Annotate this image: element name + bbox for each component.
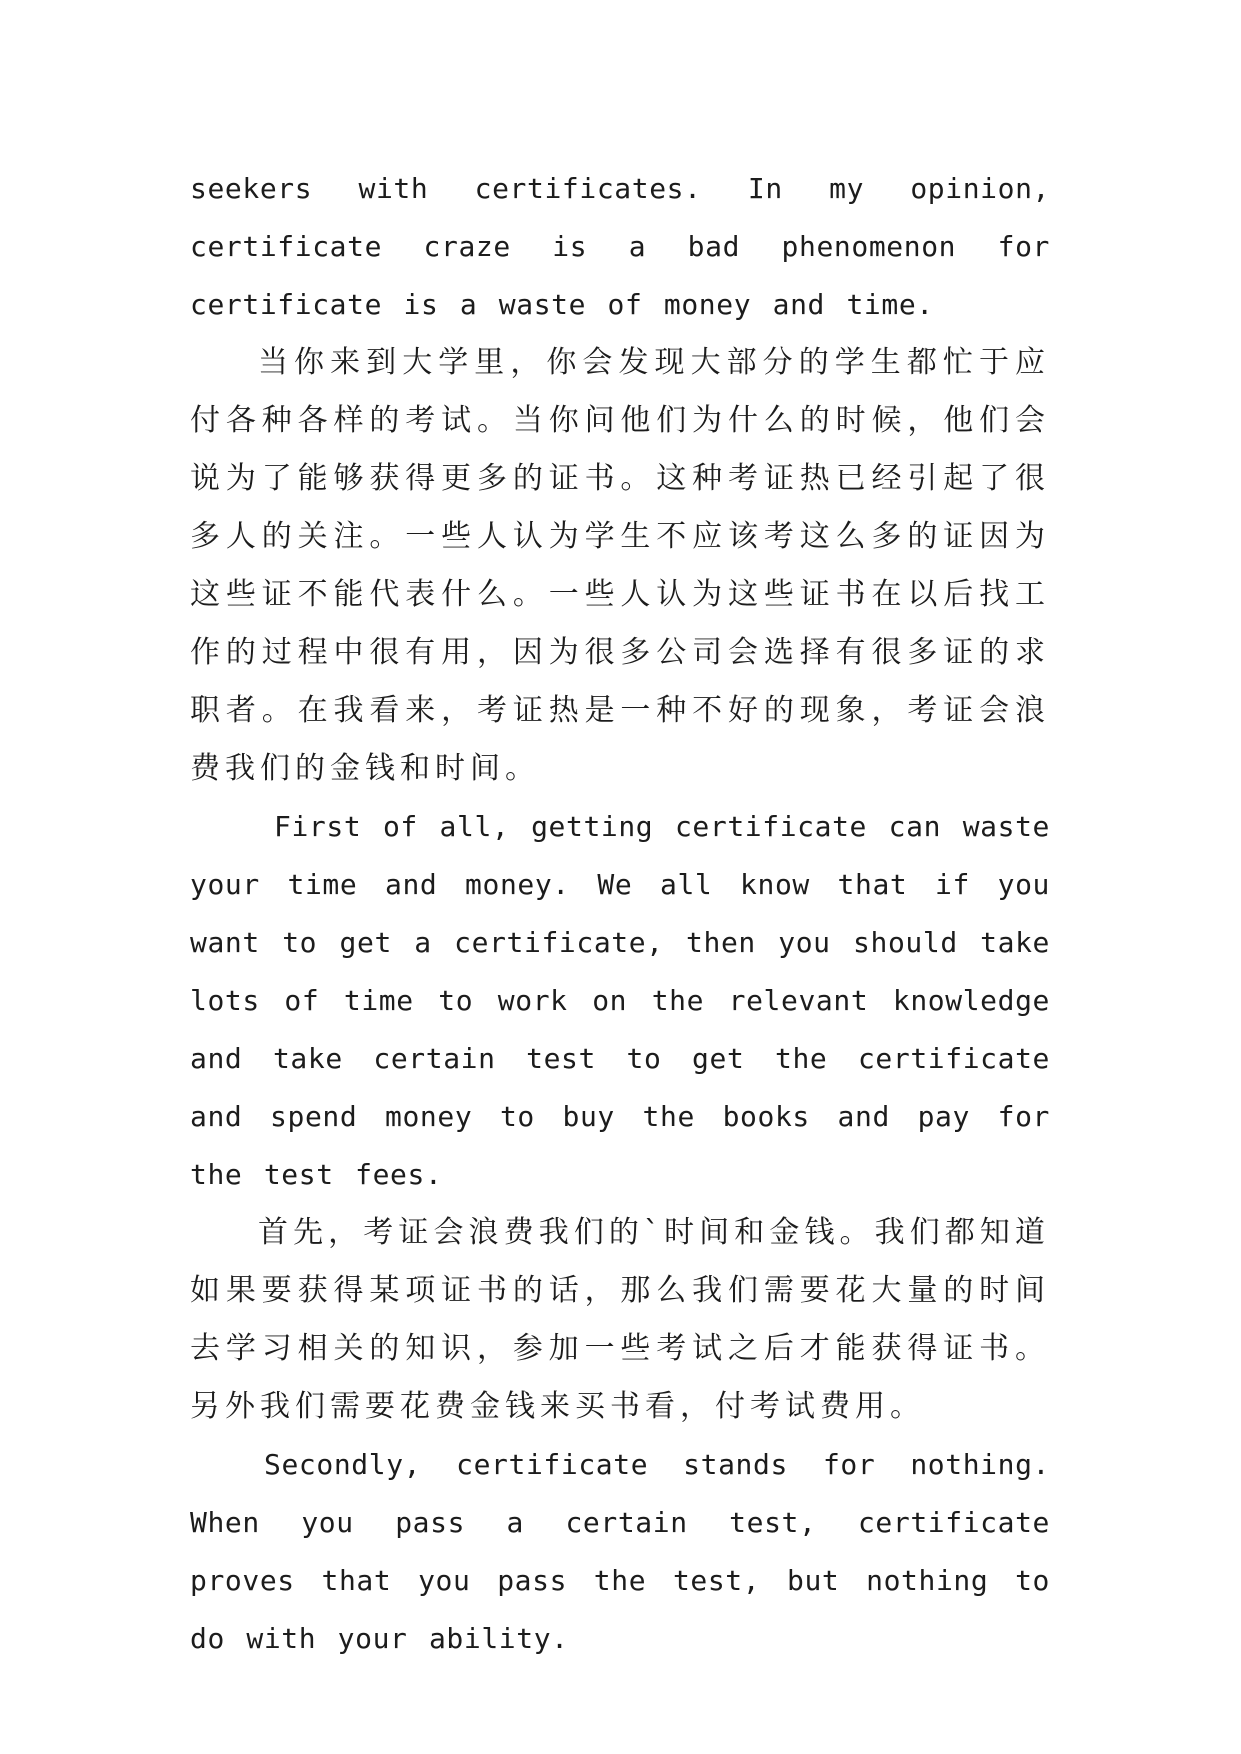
paragraph-en-first-point: First of all, getting certificate can waste your time and money. We all know that if you want to get a certificate, then you should take lots of time to work on the relevant knowledge and take certain test to get the certificate and spend money to buy the books and pay for the test fees.: [190, 810, 1050, 1191]
paragraph-zh-intro: 当你来到大学里，你会发现大部分的学生都忙于应付各种各样的考试。当你问他们为什么的时候，他们会说为了能够获得更多的证书。这种考证热已经引起了很多人的关注。一些人认为学生不应该考这么多的证因为这些证不能代表什么。一些人认为这些证书在以后找工作的过程中很有用，因为很多公司会选择有很多证的求职者。在我看来，考证热是一种不好的现象，考证会浪费我们的金钱和时间。: [190, 345, 1050, 786]
paragraph-en-second-point: Secondly, certificate stands for nothing. When you pass a certain test, certificate proves that you pass the test, but nothing to do with your ability.: [190, 1448, 1050, 1655]
document-body: [190, 160, 1050, 1668]
paragraph-en-intro-continued: seekers with certificates. In my opinion, certificate craze is a bad phenomenon for certificate is a waste of money and time.: [190, 172, 1050, 321]
paragraph-zh-first-point: 首先，考证会浪费我们的`时间和金钱。我们都知道如果要获得某项证书的话，那么我们需要花大量的时间去学习相关的知识，参加一些考试之后才能获得证书。另外我们需要花费金钱来买书看，付考试费用。: [190, 1215, 1050, 1424]
